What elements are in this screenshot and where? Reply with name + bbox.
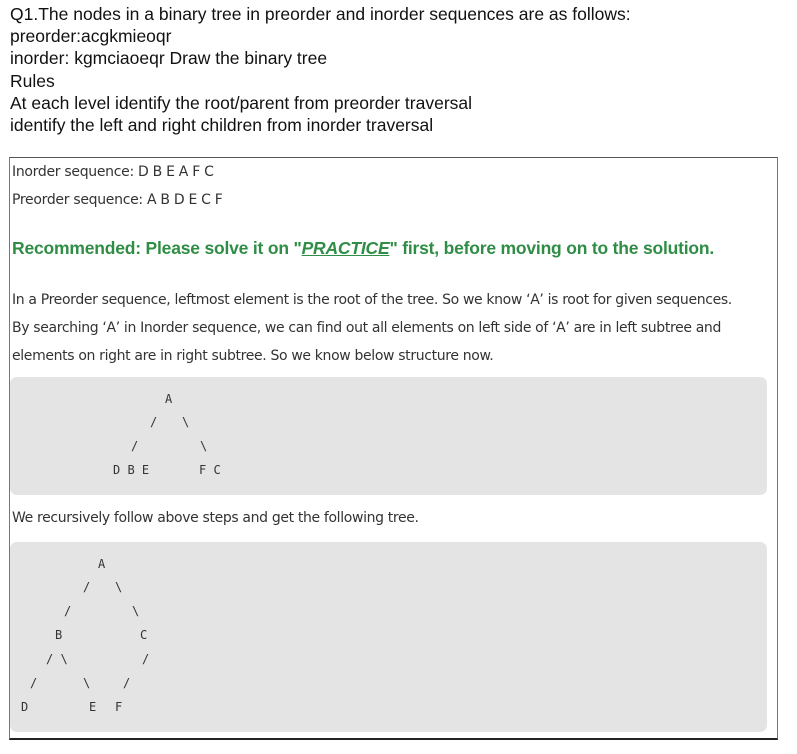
- inorder-sequence: Inorder sequence: D B E A F C: [12, 164, 214, 180]
- tree2-root-right-edge-lower: \: [132, 604, 140, 618]
- article-screenshot: [9, 157, 778, 740]
- tree2-root-right-edge: \: [115, 580, 123, 594]
- explanation-line: By searching ‘A’ in Inorder sequence, we can find out all elements on left side of ‘A’ are in left subtree and: [12, 320, 721, 336]
- tree2-root-left-edge: /: [83, 580, 91, 594]
- question-text: [10, 3, 790, 136]
- tree2-node-e: E: [89, 700, 97, 714]
- tree-structure-box-1: [10, 377, 767, 495]
- tree1-right-branch: \: [182, 415, 190, 429]
- tree2-b-left-edge-lower: /: [30, 676, 38, 690]
- tree2-node-f: F: [115, 700, 123, 714]
- tree1-right-subtree: F C: [199, 463, 221, 477]
- tree1-left-subtree: D B E: [113, 463, 150, 477]
- tree2-c-left-edge: /: [142, 652, 150, 666]
- recommend-suffix: " first, before moving on to the solution.: [389, 238, 715, 258]
- explanation-line: elements on right are in right subtree. So we know below structure now.: [12, 348, 494, 364]
- question-rule-2: identify the left and right children from inorder traversal: [10, 115, 434, 136]
- explanation-line: In a Preorder sequence, leftmost element is the root of the tree. So we know ‘A’ is root for given sequences.: [12, 292, 732, 308]
- tree2-root: A: [98, 557, 106, 571]
- tree2-b-children-edges: / \: [46, 652, 68, 666]
- recommend-prefix: Recommended: Please solve it on ": [12, 238, 302, 258]
- tree-structure-box-2: [10, 542, 767, 732]
- tree1-root: A: [165, 392, 173, 406]
- tree2-node-c: C: [140, 628, 148, 642]
- tree2-b-right-edge-lower: \: [83, 676, 91, 690]
- question-rules-heading: Rules: [10, 70, 55, 91]
- practice-link[interactable]: PRACTICE: [301, 238, 390, 258]
- tree1-left-branch-lower: /: [131, 439, 139, 453]
- explanation-paragraph: [12, 286, 774, 370]
- question-title: Q1.The nodes in a binary tree in preorder and inorder sequences are as follows:: [10, 4, 631, 24]
- preorder-sequence: Preorder sequence: A B D E C F: [12, 192, 223, 208]
- tree2-c-left-edge-lower: /: [123, 676, 131, 690]
- tree1-left-branch: /: [150, 415, 158, 429]
- question-inorder: inorder: kgmciaoeqr Draw the binary tree: [10, 48, 328, 69]
- tree2-node-b: B: [55, 628, 63, 642]
- tree1-right-branch-lower: \: [200, 439, 208, 453]
- tree2-node-d: D: [21, 700, 29, 714]
- question-preorder: preorder:acgkmieoqr: [10, 26, 172, 47]
- question-rule-1: At each level identify the root/parent from preorder traversal: [10, 92, 473, 113]
- tree2-root-left-edge-lower: /: [64, 604, 72, 618]
- recursion-paragraph: We recursively follow above steps and get the following tree.: [12, 510, 419, 526]
- recommendation-banner: [12, 238, 714, 259]
